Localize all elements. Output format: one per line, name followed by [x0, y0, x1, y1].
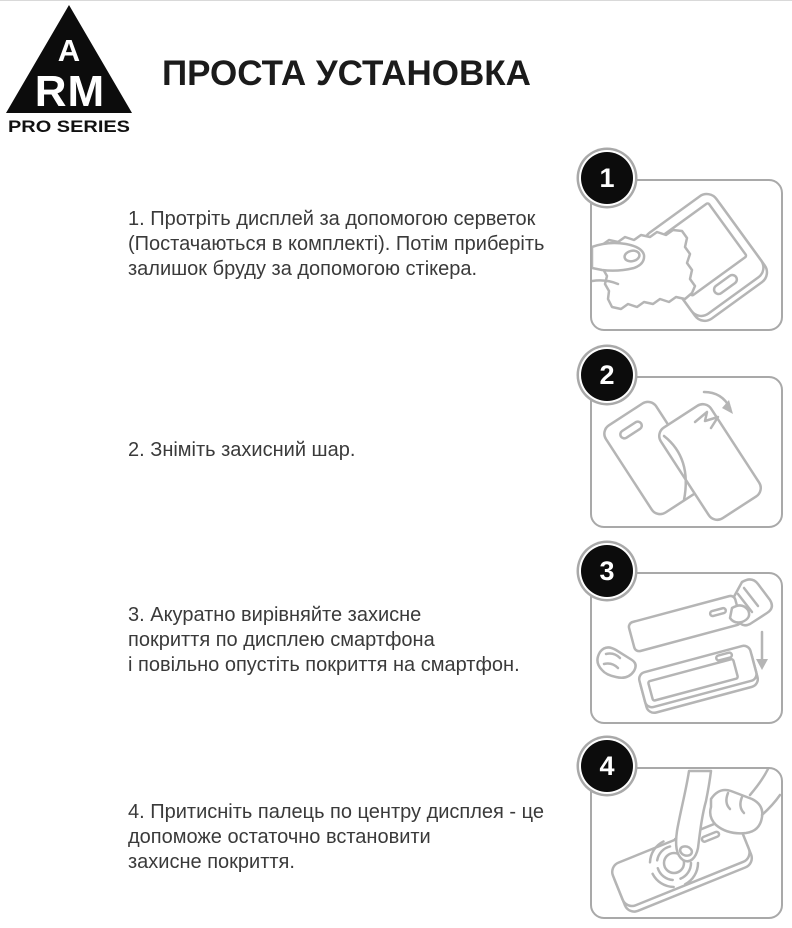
step-text-line: 3. Акуратно вирівняйте захисне: [128, 604, 422, 626]
down-arrow: [756, 632, 768, 670]
glass-slab: [628, 595, 742, 652]
step-1-illustration-box: [590, 162, 783, 331]
step-2-number-badge: 2: [581, 349, 633, 401]
step-4-text: [128, 800, 544, 875]
logo-letter-a: A: [57, 33, 81, 68]
step-text-line: 2. Зніміть захисний шар.: [128, 439, 356, 461]
step-text-line: (Постачаються в комплекті). Потім приберіть: [128, 233, 545, 255]
logo-subtitle: PRO SERIES: [8, 117, 130, 135]
step-4-number-badge: 4: [581, 740, 633, 792]
peel-film-illustration: [592, 378, 781, 526]
align-glass-illustration: [592, 574, 781, 722]
step-3-number-badge: 3: [581, 545, 633, 597]
logo-letters-rm: RM: [34, 67, 106, 116]
step-text-line: 4. Притисніть палець по центру дисплея - це: [128, 801, 544, 823]
step-1-number-badge: 1: [581, 152, 633, 204]
wipe-phone-illustration: [592, 181, 781, 329]
step-text-line: 1. Протріть дисплей за допомогою серветок: [128, 208, 536, 230]
press-display-illustration: [592, 769, 781, 917]
step-text-line: покриття по дисплею смартфона: [128, 629, 435, 651]
thumb: [730, 605, 749, 622]
step-text-line: і повільно опустіть покриття на смартфон.: [128, 654, 520, 676]
left-hand: [597, 647, 635, 677]
step-3-text: [128, 603, 520, 678]
step-text-line: допоможе остаточно встановити: [128, 826, 431, 848]
step-2-illustration-box: [590, 359, 783, 528]
step-text-line: захисне покриття.: [128, 851, 295, 873]
step-4-illustration-box: [590, 750, 783, 919]
step-1-text: [128, 207, 544, 282]
page: [0, 1, 792, 928]
page-title: ПРОСТА УСТАНОВКА: [162, 54, 531, 93]
arm-pro-series-logo: [4, 3, 134, 135]
smartphone: [638, 644, 760, 714]
step-2-text: [128, 438, 355, 463]
step-3-illustration-box: [590, 555, 783, 724]
step-text-line: залишок бруду за допомогою стікера.: [128, 258, 478, 280]
